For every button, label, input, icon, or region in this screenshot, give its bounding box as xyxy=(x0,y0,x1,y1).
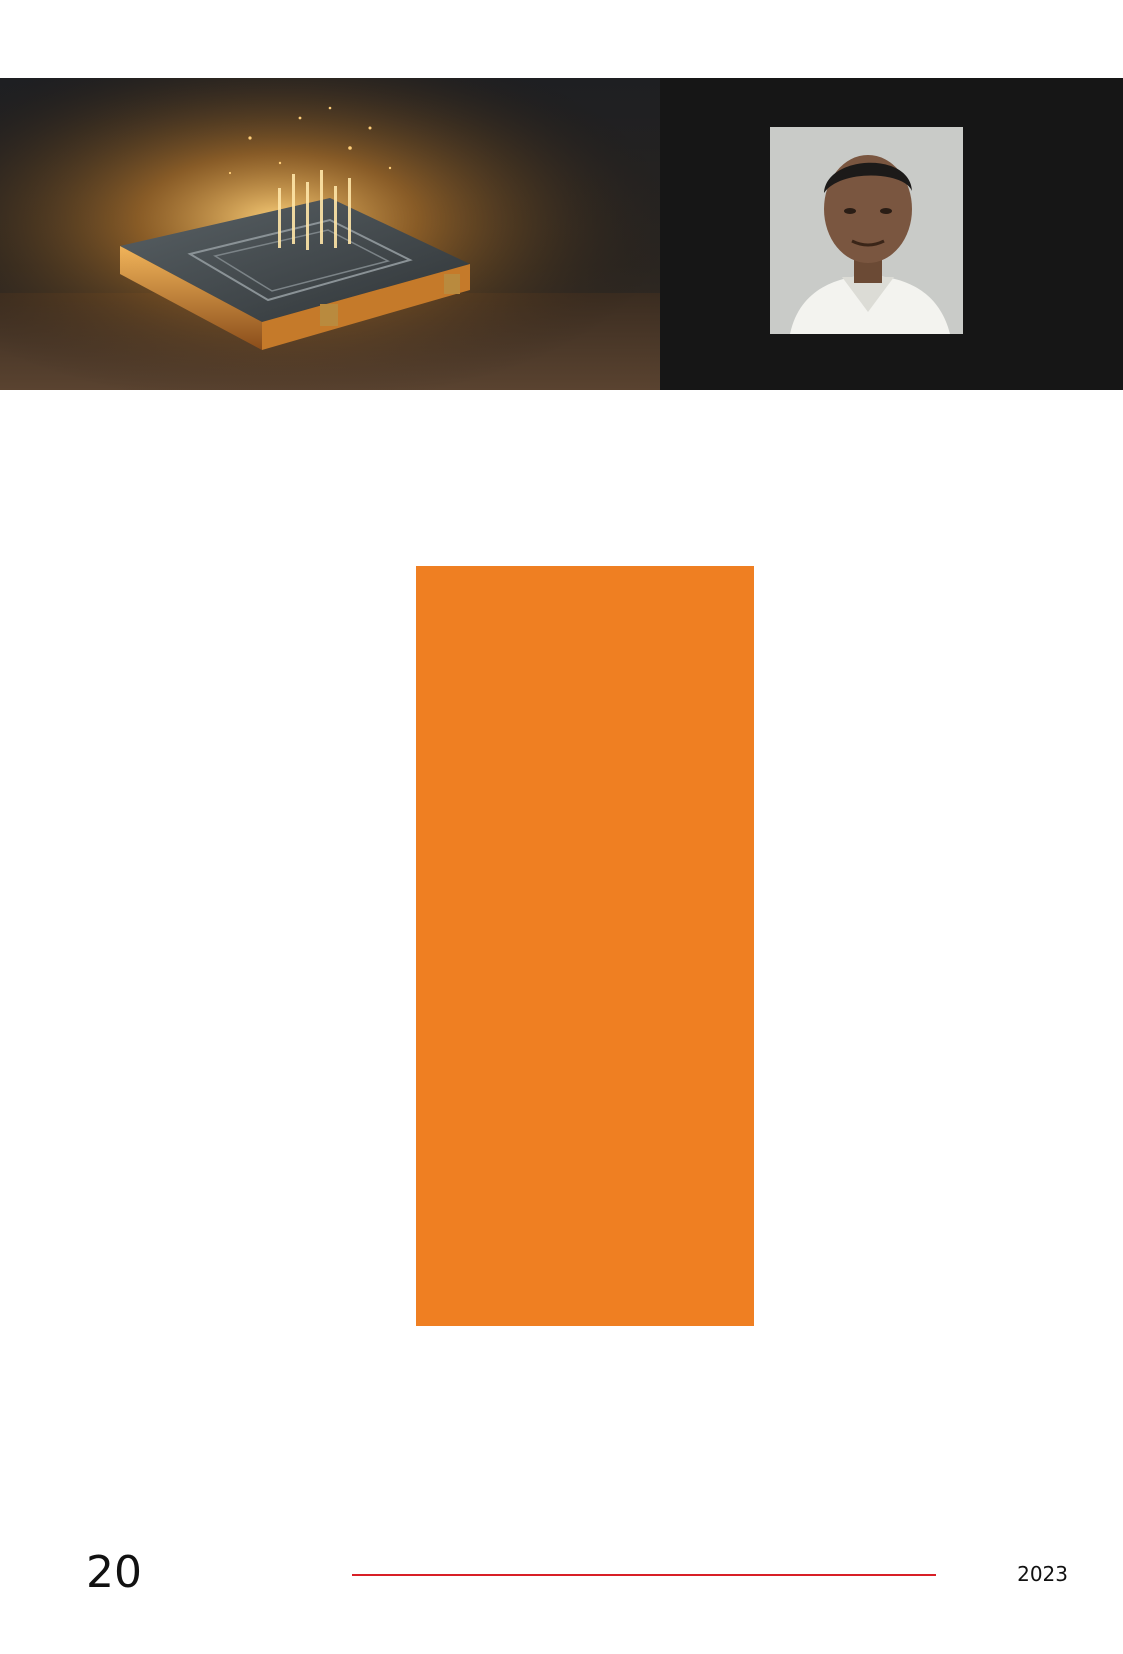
open-bible-image xyxy=(0,78,660,390)
author-byline xyxy=(650,424,1050,464)
left-continuation xyxy=(86,1332,544,1544)
hero-banner xyxy=(0,78,1123,390)
author-portrait xyxy=(770,127,963,334)
right-top xyxy=(606,470,1064,530)
issue-year: 2023 xyxy=(1017,1562,1068,1586)
pull-quote xyxy=(416,566,754,1326)
page-number: 20 xyxy=(86,1547,142,1598)
footer-rule xyxy=(352,1574,936,1576)
right-continuation xyxy=(606,1306,1064,1546)
right-column xyxy=(772,528,1064,1304)
page-footer xyxy=(86,1548,1066,1598)
issue-date xyxy=(948,1562,1068,1586)
lead-paragraph xyxy=(86,470,544,520)
